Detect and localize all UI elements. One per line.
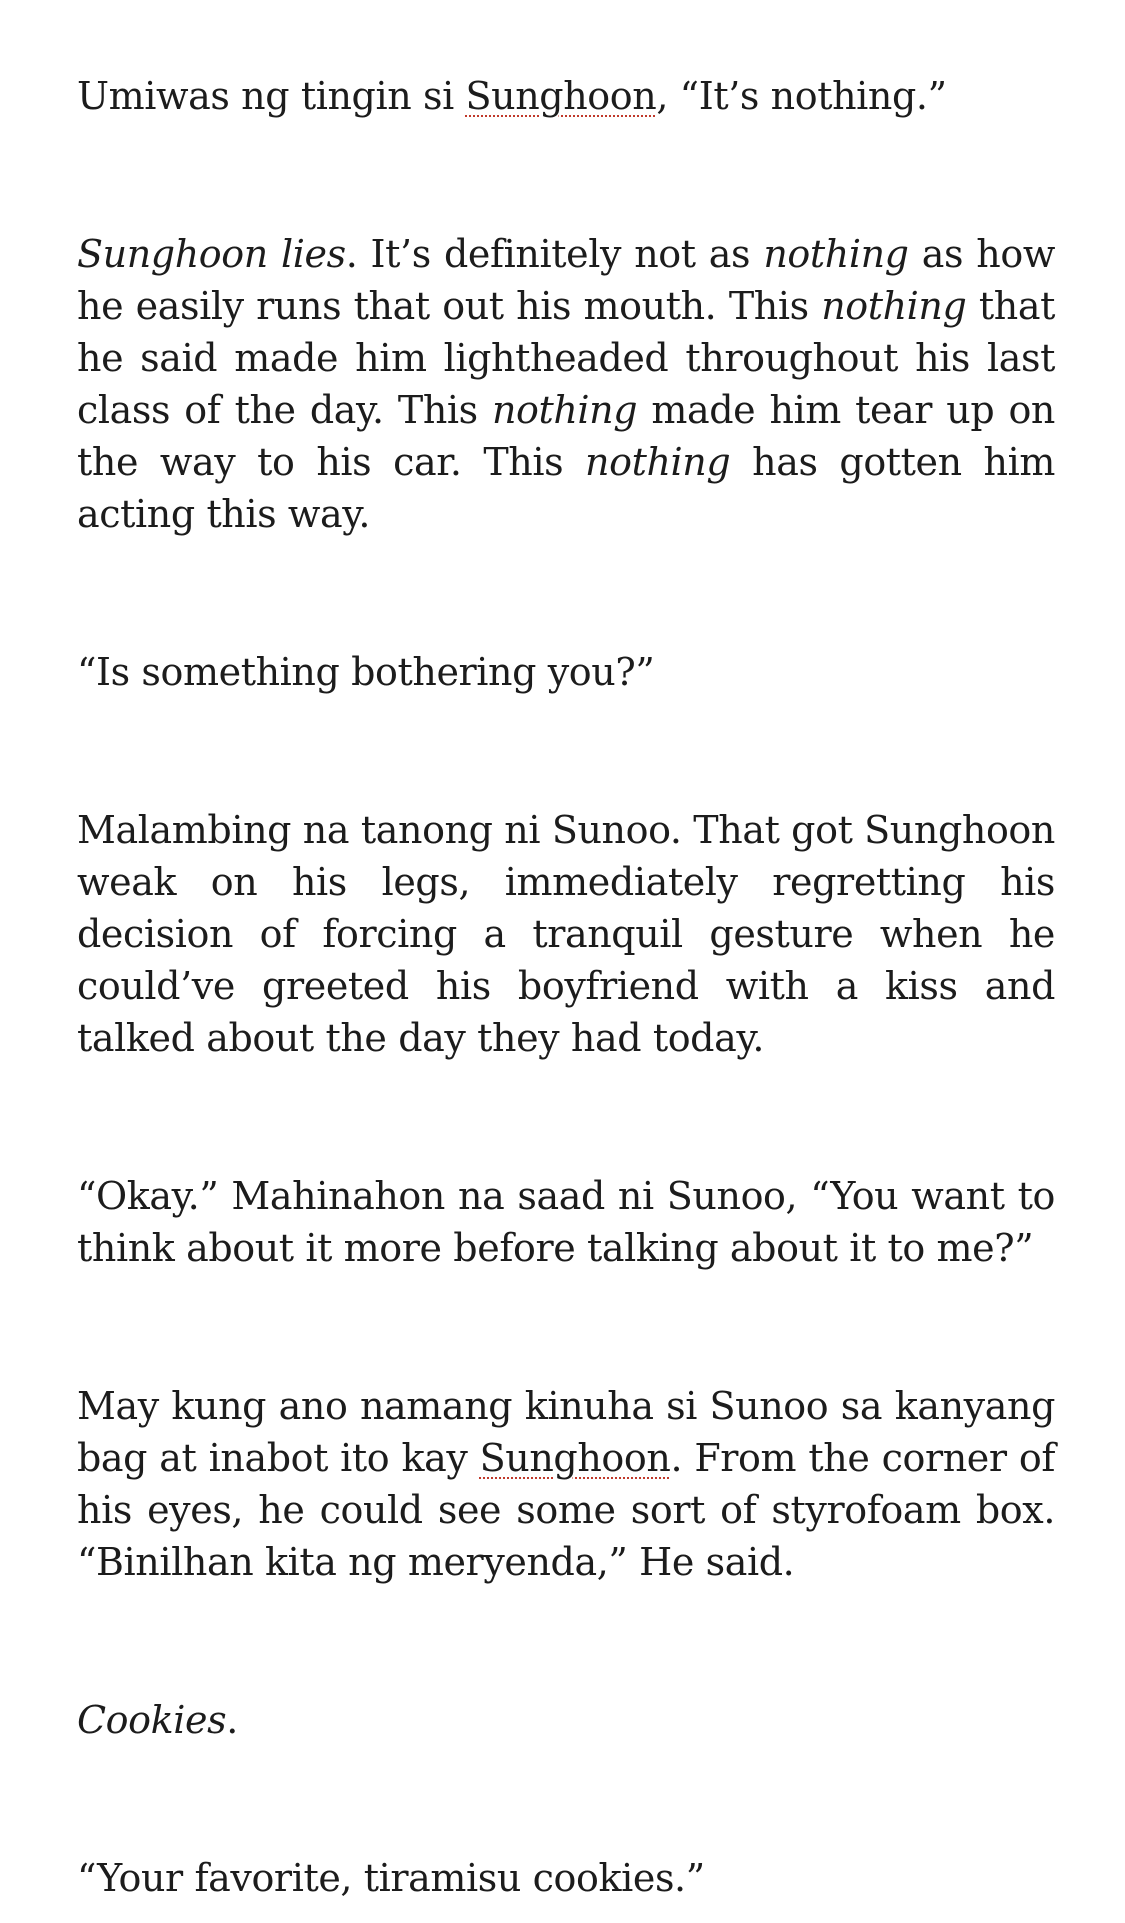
text-segment: . From the corner of his eyes, he could see some sort of styrofoam box. “Binilhan kita ng meryenda,” He said.: [77, 1436, 1055, 1584]
text-segment: “Okay.” Mahinahon na saad ni Sunoo, “You want to think about it more before talking about it to me?”: [77, 1174, 1055, 1270]
paragraph-3: [77, 646, 1055, 698]
text-segment: Umiwas ng tingin si: [77, 74, 466, 118]
italic-segment: nothing: [763, 232, 909, 276]
paragraph-1: [77, 70, 1055, 122]
text-segment: as how he easily runs that out his mouth. This: [77, 232, 1055, 328]
italic-segment: nothing: [491, 388, 638, 432]
paragraph-4: [77, 804, 1055, 1064]
paragraph-7: [77, 1694, 1055, 1746]
italic-segment: Cookies: [77, 1698, 227, 1742]
spellcheck-flagged-word[interactable]: Sunghoon: [465, 74, 657, 118]
paragraph-8: [77, 1852, 1055, 1904]
text-segment: , “It’s nothing.”: [656, 74, 947, 118]
text-segment: Malambing na tanong ni Sunoo. That got Sunghoon weak on his legs, immediately regretting his decision of forcing a tranquil gesture when he could’ve greeted his boyfriend with a kiss and talked about the day they had today.: [77, 808, 1055, 1060]
text-segment: .: [226, 1698, 238, 1742]
story-text-body: [77, 70, 1055, 1904]
paragraph-2: [77, 228, 1055, 540]
spellcheck-flagged-word[interactable]: Sunghoon: [479, 1436, 671, 1480]
italic-segment: nothing: [585, 440, 731, 484]
text-segment: May kung ano namang kinuha si Sunoo sa kanyang bag at inabot ito kay: [77, 1384, 1055, 1480]
italic-segment: Sunghoon lies: [77, 232, 346, 276]
italic-segment: nothing: [821, 284, 967, 328]
text-segment: has gotten him acting this way.: [77, 440, 1055, 536]
text-segment: “Is something bothering you?”: [77, 650, 655, 694]
text-segment: that he said made him lightheaded throughout his last class of the day. This: [77, 284, 1055, 432]
text-segment: made him tear up on the way to his car. This: [77, 388, 1055, 484]
text-segment: “Your favorite, tiramisu cookies.”: [77, 1856, 705, 1900]
text-segment: . It’s definitely not as: [345, 232, 764, 276]
paragraph-5: [77, 1170, 1055, 1274]
paragraph-6: [77, 1380, 1055, 1588]
